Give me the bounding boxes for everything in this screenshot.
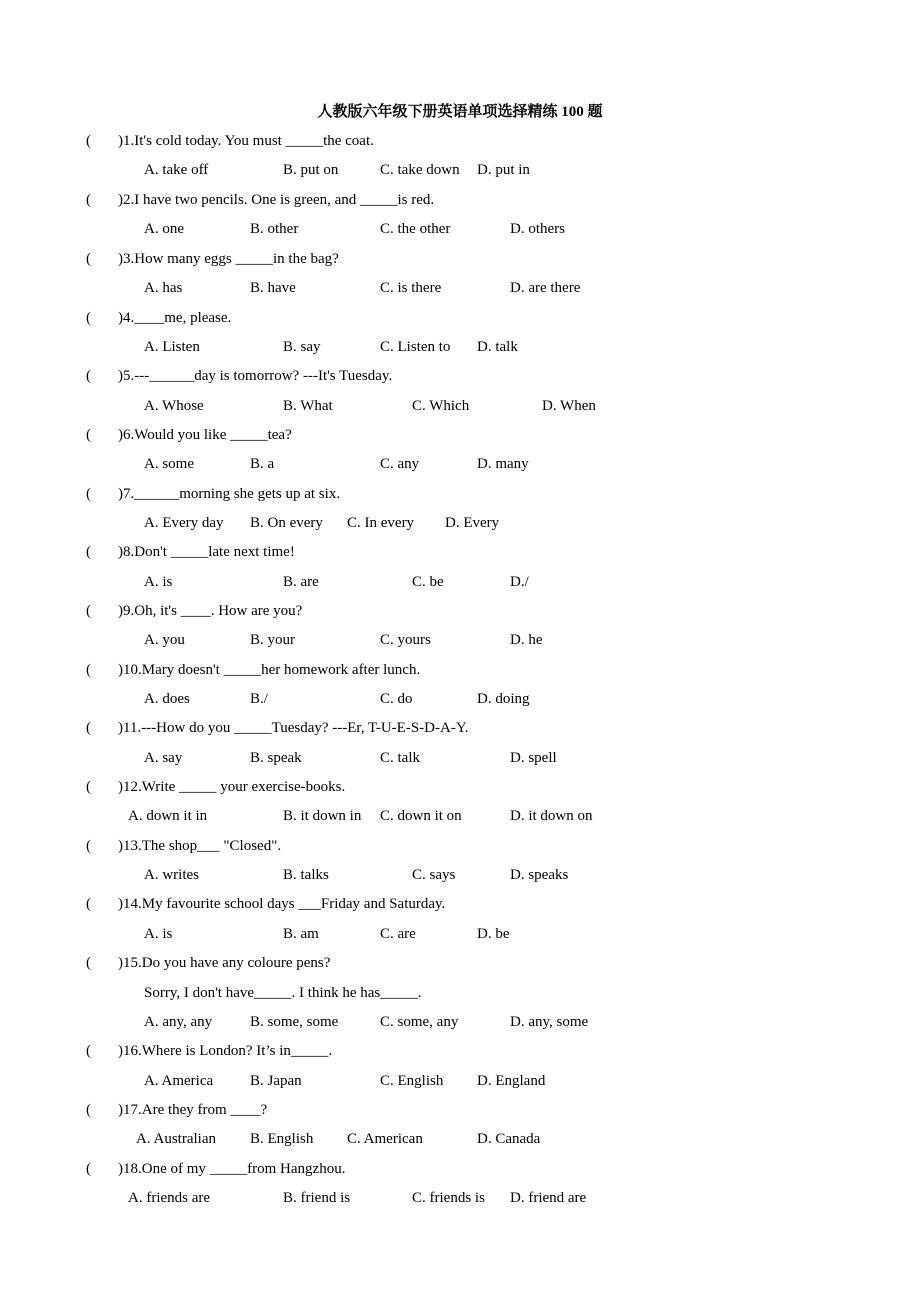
option-d: D. friend are [510,1190,587,1206]
option-d: D. Every [445,515,500,531]
answer-paren: ( [86,662,91,678]
question-stem-line-2: Sorry, I don't have_____. I think he has_____. [144,985,422,1001]
answer-paren: ( [86,192,91,208]
question-10 [0,662,920,684]
question-18 [0,1161,920,1183]
answer-paren: ( [86,603,91,619]
answer-paren: ( [86,1043,91,1059]
question-4 [0,310,920,332]
option-d: D. any, some [510,1014,589,1030]
answer-paren: ( [86,310,91,326]
option-b: B./ [250,691,268,707]
options-12 [0,808,920,830]
question-stem: )7.______morning she gets up at six. [118,486,341,502]
answer-paren: ( [86,251,91,267]
page-title: 人教版六年级下册英语单项选择精练 100 题 [317,104,603,120]
options-3 [0,280,920,302]
question-stem: )16.Where is London? It’s in_____. [118,1043,333,1059]
options-6 [0,456,920,478]
option-c: C. Listen to [380,339,451,355]
option-c: C. yours [380,632,431,648]
option-a: A. is [144,574,173,590]
option-a: A. is [144,926,173,942]
answer-paren: ( [86,955,91,971]
question-17 [0,1102,920,1124]
option-a: A. Whose [144,398,204,414]
option-a: A. one [144,221,184,237]
answer-paren: ( [86,133,91,149]
question-stem: )12.Write _____ your exercise-books. [118,779,346,795]
option-a: A. you [144,632,185,648]
option-d: D. speaks [510,867,569,883]
question-stem: )13.The shop___ "Closed". [118,838,282,854]
option-b: B. are [283,574,319,590]
question-13 [0,838,920,860]
option-a: A. does [144,691,190,707]
question-stem: )2.I have two pencils. One is green, and _____is red. [118,192,435,208]
option-b: B. On every [250,515,323,531]
option-b: B. your [250,632,295,648]
option-a: A. Australian [136,1131,216,1147]
option-b: B. Japan [250,1073,302,1089]
option-a: A. Every day [144,515,224,531]
option-c: C. talk [380,750,420,766]
option-d: D. put in [477,162,530,178]
question-11 [0,720,920,742]
option-a: A. writes [144,867,199,883]
option-a: A. friends are [128,1190,211,1206]
option-c: C. do [380,691,413,707]
options-5 [0,398,920,420]
option-d: D. When [542,398,596,414]
options-10 [0,691,920,713]
option-c: C. friends is [412,1190,485,1206]
option-c: C. down it on [380,808,462,824]
option-b: B. have [250,280,296,296]
options-8 [0,574,920,596]
question-stem: )10.Mary doesn't _____her homework after lunch. [118,662,421,678]
option-a: A. down it in [128,808,208,824]
option-d: D. Canada [477,1131,541,1147]
option-c: C. says [412,867,456,883]
answer-paren: ( [86,720,91,736]
question-14 [0,896,920,918]
options-7 [0,515,920,537]
option-b: B. What [283,398,333,414]
option-c: C. In every [347,515,415,531]
question-stem: )5.---______day is tomorrow? ---It's Tuesday. [118,368,393,384]
option-a: A. say [144,750,183,766]
option-a: A. some [144,456,194,472]
answer-paren: ( [86,368,91,384]
answer-paren: ( [86,486,91,502]
option-b: B. other [250,221,299,237]
option-d: D. England [477,1073,546,1089]
option-a: A. America [144,1073,214,1089]
options-18 [0,1190,920,1212]
options-9 [0,632,920,654]
answer-paren: ( [86,427,91,443]
option-c: C. American [347,1131,423,1147]
option-c: C. any [380,456,420,472]
answer-paren: ( [86,896,91,912]
option-d: D. many [477,456,529,472]
option-c: C. Which [412,398,470,414]
option-a: A. has [144,280,183,296]
option-b: B. talks [283,867,329,883]
options-16 [0,1073,920,1095]
question-12 [0,779,920,801]
question-stem: )14.My favourite school days ___Friday and Saturday. [118,896,446,912]
option-c: C. some, any [380,1014,459,1030]
options-14 [0,926,920,948]
option-a: A. Listen [144,339,200,355]
options-13 [0,867,920,889]
question-9 [0,603,920,625]
question-6 [0,427,920,449]
option-b: B. say [283,339,321,355]
question-stem: )4.____me, please. [118,310,232,326]
options-17 [0,1131,920,1153]
options-1 [0,162,920,184]
options-2 [0,221,920,243]
option-d: D./ [510,574,529,590]
option-b: B. speak [250,750,302,766]
question-7 [0,486,920,508]
answer-paren: ( [86,779,91,795]
question-3 [0,251,920,273]
question-8 [0,544,920,566]
option-c: C. English [380,1073,444,1089]
options-4 [0,339,920,361]
question-15-continuation [0,985,920,1007]
answer-paren: ( [86,1102,91,1118]
answer-paren: ( [86,544,91,560]
option-c: C. be [412,574,444,590]
question-stem: )17.Are they from ____? [118,1102,268,1118]
option-d: D. are there [510,280,581,296]
question-16 [0,1043,920,1065]
question-stem: )8.Don't _____late next time! [118,544,295,560]
answer-paren: ( [86,1161,91,1177]
question-stem: )6.Would you like _____tea? [118,427,292,443]
question-1 [0,133,920,155]
option-b: B. a [250,456,275,472]
option-d: D. he [510,632,543,648]
answer-paren: ( [86,838,91,854]
option-b: B. am [283,926,319,942]
options-11 [0,750,920,772]
option-b: B. some, some [250,1014,339,1030]
option-d: D. spell [510,750,557,766]
question-2 [0,192,920,214]
question-5 [0,368,920,390]
option-d: D. talk [477,339,518,355]
option-d: D. doing [477,691,530,707]
option-a: A. any, any [144,1014,213,1030]
options-15 [0,1014,920,1036]
option-d: D. it down on [510,808,593,824]
question-stem: )3.How many eggs _____in the bag? [118,251,339,267]
option-b: B. friend is [283,1190,351,1206]
option-c: C. the other [380,221,451,237]
option-b: B. English [250,1131,314,1147]
option-c: C. are [380,926,416,942]
question-15 [0,955,920,977]
option-d: D. be [477,926,510,942]
question-stem: )1.It's cold today. You must _____the coat. [118,133,374,149]
option-a: A. take off [144,162,209,178]
option-b: B. put on [283,162,339,178]
option-c: C. is there [380,280,442,296]
question-stem: )9.Oh, it's ____. How are you? [118,603,303,619]
option-c: C. take down [380,162,460,178]
question-stem: )15.Do you have any coloure pens? [118,955,331,971]
option-b: B. it down in [283,808,362,824]
option-d: D. others [510,221,565,237]
question-stem: )18.One of my _____from Hangzhou. [118,1161,346,1177]
question-stem: )11.---How do you _____Tuesday? ---Er, T-U-E-S-D-A-Y. [118,720,469,736]
